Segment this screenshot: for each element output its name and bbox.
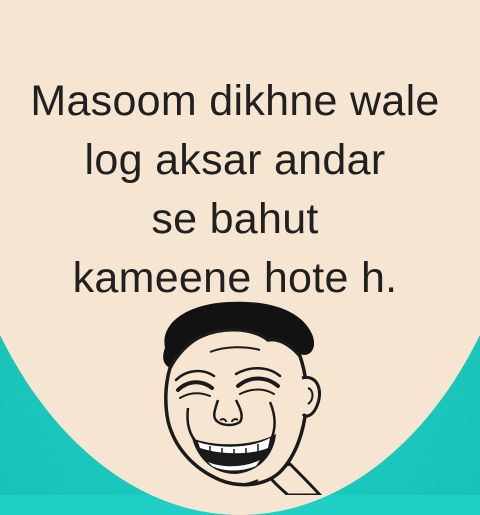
quote-line-3: se bahut — [151, 195, 319, 243]
quote-line-1: Masoom dikhne wale — [30, 77, 440, 125]
meme-quote — [0, 72, 470, 308]
quote-line-4: kameene hote h. — [72, 254, 398, 302]
quote-line-2: log aksar andar — [84, 136, 386, 184]
face-ear — [302, 377, 320, 416]
yao-ming-laughing-face-icon — [140, 296, 340, 495]
